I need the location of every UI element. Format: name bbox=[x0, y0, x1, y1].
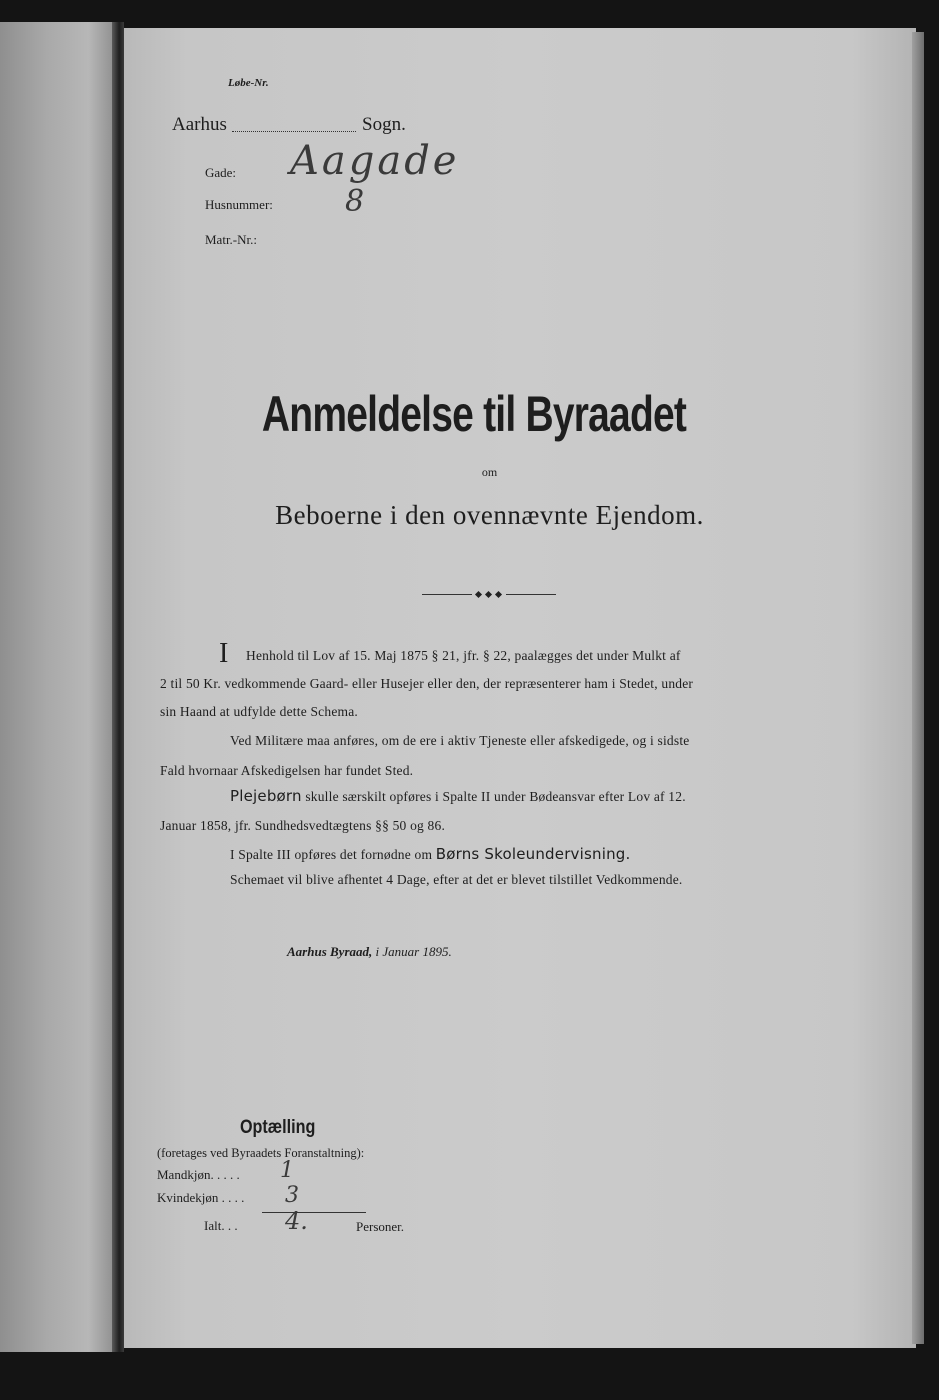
paragraph-2-line-2: Fald hvornaar Afskedigelsen har fundet Sted. bbox=[160, 763, 414, 778]
signature-date: i Januar 1895. bbox=[372, 944, 452, 959]
paragraph-3-rest: skulle særskilt opføres i Spalte II under Bødeansvar efter Lov af 12. bbox=[301, 789, 686, 804]
plejeborn-emphasis: Plejebørn bbox=[230, 787, 302, 805]
street-value-handwritten: Aagade bbox=[290, 138, 460, 184]
facing-page bbox=[0, 22, 118, 1352]
paragraph-1-line-3: sin Haand at udfylde dette Schema. bbox=[160, 704, 358, 719]
persons-label: Personer. bbox=[356, 1219, 405, 1234]
ornament-divider bbox=[422, 590, 556, 600]
total-count-label: Ialt. . . bbox=[204, 1218, 238, 1233]
signature-org: Aarhus Byraad, bbox=[287, 944, 373, 959]
male-count-value: 1 bbox=[280, 1158, 294, 1183]
document-subtitle: Beboerne i den ovennævnte Ejendom. bbox=[275, 500, 704, 530]
street-label: Gade: bbox=[205, 165, 237, 180]
drop-cap: I bbox=[219, 638, 229, 669]
total-count-value: 4. bbox=[285, 1207, 308, 1235]
paragraph-2-line-1: Ved Militære maa anføres, om de ere i aktiv Tjeneste eller afskedigede, og i sidste bbox=[230, 733, 690, 748]
paragraph-3-line-2: Januar 1858, jfr. Sundhedsvedtægtens §§ 50 og 86. bbox=[160, 818, 446, 833]
house-number-value-handwritten: 8 bbox=[345, 184, 365, 219]
parish-suffix: Sogn. bbox=[362, 114, 406, 135]
parish-blank-line bbox=[232, 131, 356, 132]
book-gutter bbox=[112, 22, 124, 1352]
school-emphasis: Børns Skoleundervisning. bbox=[435, 845, 631, 863]
signature-line bbox=[287, 944, 452, 960]
document-title: Anmeldelse til Byraadet bbox=[261, 386, 687, 442]
page-edge bbox=[912, 32, 924, 1344]
paragraph-3-line-1 bbox=[230, 787, 686, 805]
paragraph-4-text: I Spalte III opføres det fornødne om bbox=[230, 847, 436, 862]
title-connector: om bbox=[481, 465, 498, 479]
loebe-nr-label: Løbe-Nr. bbox=[228, 77, 269, 89]
parish-prefix: Aarhus bbox=[172, 114, 227, 135]
paragraph-4 bbox=[230, 845, 631, 863]
count-title: Optælling bbox=[240, 1117, 316, 1138]
paragraph-1-line-2: 2 til 50 Kr. vedkommende Gaard- eller Husejer eller den, der repræsenterer ham i Stedet, under bbox=[160, 676, 694, 691]
sum-rule bbox=[262, 1212, 366, 1213]
paragraph-5: Schemaet vil blive afhentet 4 Dage, efter at det er blevet tilstillet Vedkommende. bbox=[230, 872, 683, 887]
house-number-label: Husnummer: bbox=[205, 197, 273, 212]
male-count-label: Mandkjøn. . . . . bbox=[157, 1167, 240, 1182]
count-note: (foretages ved Byraadets Foranstaltning): bbox=[157, 1146, 365, 1160]
female-count-value: 3 bbox=[285, 1183, 299, 1208]
female-count-label: Kvindekjøn . . . . bbox=[157, 1190, 245, 1205]
paragraph-1-line-1: Henhold til Lov af 15. Maj 1875 § 21, jfr. § 22, paalægges det under Mulkt af bbox=[246, 648, 681, 663]
matr-nr-label: Matr.-Nr.: bbox=[205, 232, 257, 247]
